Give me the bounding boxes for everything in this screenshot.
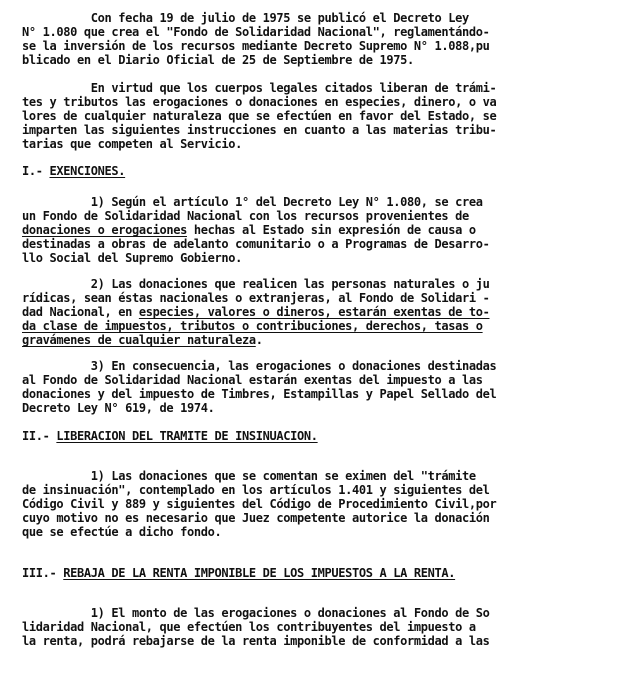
section-2-item-1-line-4: cuyo motivo no es necesario que Juez competente autorice la donación [22,511,490,525]
paragraph-1-line-4: blicado en el Diario Oficial de 25 de Septiembre de 1975. [22,53,414,67]
section-2-number: II.- [22,429,57,443]
section-1-title: EXENCIONES. [49,164,126,178]
section-1-item-3-line-4: Decreto Ley N° 619, de 1974. [22,401,215,415]
text-run: hechas al Estado sin expresión de causa o [187,223,476,237]
paragraph-2-line-3: lores de cualquier naturaleza que se efectúen en favor del Estado, se [22,109,497,123]
section-1-item-1-line-1: 1) Según el artículo 1° del Decreto Ley N° 1.080, se crea [22,195,483,209]
paragraph-2-line-1: En virtud que los cuerpos legales citados liberan de trámi- [22,81,497,95]
paragraph-2-line-2: tes y tributos las erogaciones o donaciones en especies, dinero, o va [22,95,497,109]
section-2-heading [22,430,622,444]
underlined-phrase: especies, valores o dineros, estarán exentas de to- [138,305,490,319]
section-1-item-3-line-1: 3) En consecuencia, las erogaciones o donaciones destinadas [22,359,497,373]
section-1-item-2-line-5 [22,334,622,348]
section-2-item-1-line-3: Código Civil y 889 y siguientes del Código de Procedimiento Civil,por [22,497,497,511]
text-run: . [255,333,263,347]
section-1-item-1-line-3 [22,224,622,238]
section-3-number: III.- [22,566,64,580]
section-2-item-1-line-1: 1) Las donaciones que se comentan se eximen del "trámite [22,469,476,483]
section-1-item-1-line-2: un Fondo de Solidaridad Nacional con los recursos provenientes de [22,209,469,223]
section-1-item-2-line-1: 2) Las donaciones que realicen las personas naturales o ju [22,277,490,291]
section-1-item-1-line-5: llo Social del Supremo Gobierno. [22,251,242,265]
paragraph-2-line-5: tarias que competen al Servicio. [22,137,242,151]
section-3-item-1-line-2: lidaridad Nacional, que efectúen los contribuyentes del impuesto a [22,620,476,634]
paragraph-2-line-4: imparten las siguientes instrucciones en cuanto a las materias tribu- [22,123,497,137]
section-1-heading [22,165,622,179]
section-1-item-2-line-3 [22,306,622,320]
section-2-item-1-line-2: de insinuación", contemplado en los artículos 1.401 y siguientes del [22,483,490,497]
section-3-item-1-line-3: la renta, podrá rebajarse de la renta imponible de conformidad a las [22,634,490,648]
section-1-item-3-line-3: donaciones y del impuesto de Timbres, Estampillas y Papel Sellado del [22,387,497,401]
section-2-title: LIBERACION DEL TRAMITE DE INSINUACION. [56,429,318,443]
text-run: dad Nacional, en [22,305,139,319]
section-1-item-3-line-2: al Fondo de Solidaridad Nacional estarán exentas del impuesto a las [22,373,483,387]
section-3-title: REBAJA DE LA RENTA IMPONIBLE DE LOS IMPUESTOS A LA RENTA. [63,566,456,580]
paragraph-1-line-3: se la inversión de los recursos mediante Decreto Supremo N° 1.088,pu [22,39,490,53]
section-1-number: I.- [22,164,50,178]
underlined-phrase: gravámenes de cualquier naturaleza [22,333,256,347]
paragraph-1-line-2: N° 1.080 que crea el "Fondo de Solidaridad Nacional", reglamentándo- [22,25,490,39]
section-1-item-2-line-4: da clase de impuestos, tributos o contribuciones, derechos, tasas o [22,319,483,333]
section-2-item-1-line-5: que se efectúe a dicho fondo. [22,525,222,539]
section-3-heading [22,567,622,581]
section-1-item-1-line-4: destinadas a obras de adelanto comunitario o a Programas de Desarro- [22,237,490,251]
section-1-item-2-line-2: rídicas, sean éstas nacionales o extranjeras, al Fondo de Solidari - [22,291,490,305]
paragraph-1-line-1: Con fecha 19 de julio de 1975 se publicó el Decreto Ley [22,11,469,25]
section-3-item-1-line-1: 1) El monto de las erogaciones o donaciones al Fondo de So [22,606,490,620]
underlined-phrase: donaciones o erogaciones [22,223,187,237]
